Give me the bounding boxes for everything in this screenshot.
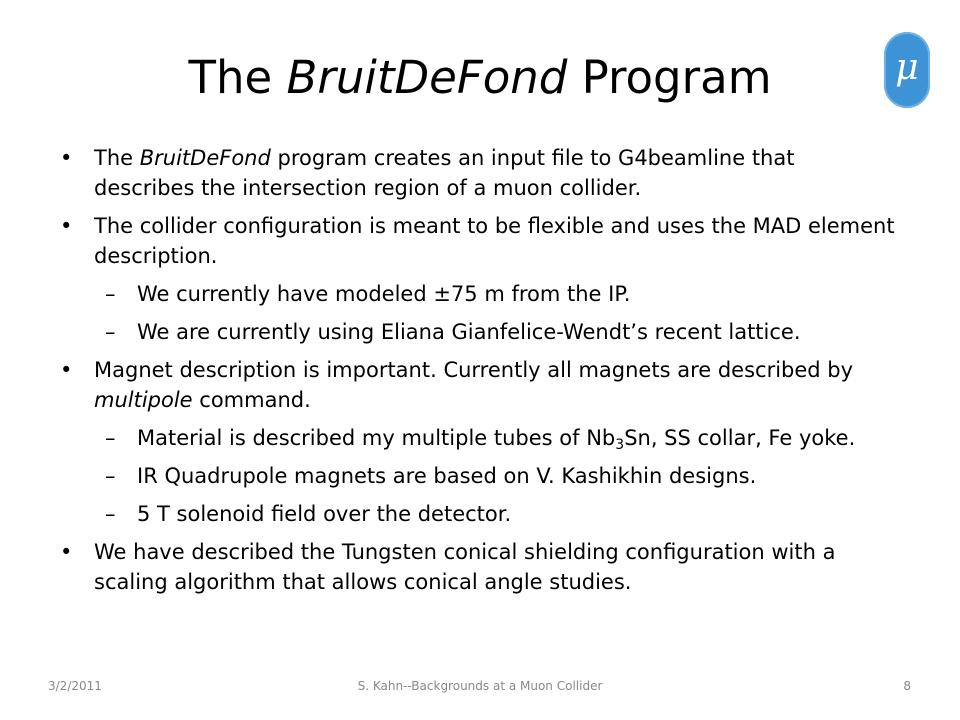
footer-page-number: 8	[903, 679, 911, 693]
title-part-2: Program	[567, 51, 772, 104]
subscript: 3	[615, 437, 625, 453]
bullet-marker: •	[60, 214, 73, 238]
slide-title	[60, 42, 900, 114]
sub-bullet-item	[105, 279, 900, 309]
italic-text: multipole	[94, 388, 193, 412]
text-run: We currently have modeled ±75 m from the IP.	[137, 282, 631, 306]
sub-bullet-item	[105, 423, 900, 453]
bullet-text	[137, 502, 511, 526]
mu-logo-icon	[884, 32, 930, 108]
bullet-text	[94, 146, 794, 200]
sub-bullet-item	[105, 461, 900, 491]
text-run: We have described the Tungsten conical shielding configuration with a scaling algorithm that allows conical angle studies.	[94, 540, 836, 594]
text-run: Material is described my multiple tubes of Nb	[137, 426, 616, 450]
footer-title: S. Kahn--Backgrounds at a Muon Collider	[357, 679, 603, 693]
text-run: 5 T solenoid field over the detector.	[137, 502, 512, 526]
slide-body	[60, 143, 900, 605]
bullet-text	[137, 282, 630, 306]
bullet-text	[137, 426, 856, 453]
bullet-marker: •	[60, 146, 73, 170]
text-run: command.	[192, 388, 311, 412]
bullet-item	[60, 355, 900, 415]
text-run: The collider configuration is meant to be flexible and uses the MAD element description.	[94, 214, 895, 268]
sub-bullet-item	[105, 499, 900, 529]
dash-marker: –	[105, 464, 116, 488]
text-run: We are currently using Eliana Gianfelice-Wendt’s recent lattice.	[137, 320, 801, 344]
title-part-1: The	[188, 51, 287, 104]
bullet-marker: •	[60, 358, 73, 382]
bullet-text	[94, 214, 895, 268]
text-run: Magnet description is important. Currently all magnets are described by	[94, 358, 854, 382]
bullet-text	[137, 320, 801, 344]
sub-bullet-item	[105, 317, 900, 347]
dash-marker: –	[105, 320, 116, 344]
dash-marker: –	[105, 426, 116, 450]
italic-text: BruitDeFond	[139, 146, 271, 170]
footer-date: 3/2/2011	[48, 679, 102, 693]
bullet-item	[60, 537, 900, 597]
text-run: Sn, SS collar, Fe yoke.	[624, 426, 856, 450]
title-program-name: BruitDeFond	[286, 51, 568, 104]
text-run: program creates an input file to G4beamline that describes the intersection region of a muon collider.	[94, 146, 795, 200]
dash-marker: –	[105, 282, 116, 306]
bullet-marker: •	[60, 540, 73, 564]
bullet-text	[94, 358, 853, 412]
bullet-text	[94, 540, 835, 594]
text-run: IR Quadrupole magnets are based on V. Kashikhin designs.	[137, 464, 757, 488]
text-run: The	[94, 146, 140, 170]
bullet-text	[137, 464, 756, 488]
dash-marker: –	[105, 502, 116, 526]
bullet-item	[60, 211, 900, 271]
mu-logo-glyph: μ	[895, 47, 919, 88]
bullet-item	[60, 143, 900, 203]
